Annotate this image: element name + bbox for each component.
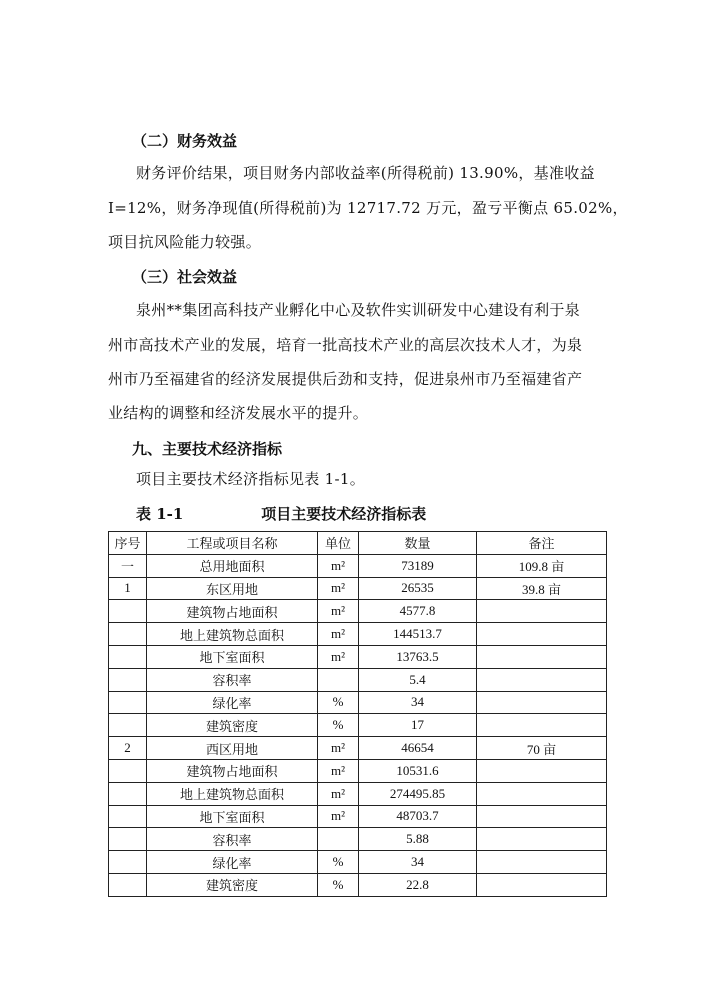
financial-heading: （二）财务效益 — [132, 132, 238, 150]
table-row — [109, 782, 607, 805]
cell-unit — [318, 828, 359, 851]
indicators-intro: 项目主要技术经济指标见表 1-1。 — [136, 470, 366, 488]
cell-remark — [477, 851, 607, 874]
table-caption — [136, 503, 426, 524]
social-line-2: 州市高技术产业的发展，培育一批高技术产业的高层次技术人才，为泉 — [108, 336, 583, 354]
cell-name: 建筑物占地面积 — [147, 759, 318, 782]
cell-name: 容积率 — [147, 668, 318, 691]
cell-seq — [109, 623, 147, 646]
cell-seq — [109, 851, 147, 874]
cell-seq — [109, 714, 147, 737]
cell-unit: % — [318, 873, 359, 896]
quantity-value: 34 — [411, 694, 424, 710]
table-row — [109, 714, 607, 737]
cell-name: 建筑物占地面积 — [147, 600, 318, 623]
table-row — [109, 805, 607, 828]
cell-seq — [109, 782, 147, 805]
table-row — [109, 645, 607, 668]
header-unit: 单位 — [318, 532, 359, 555]
financial-line-2: I=12%，财务净现值(所得税前)为 12717.72 万元，盈亏平衡点 65.02%， — [108, 199, 628, 217]
table-row — [109, 851, 607, 874]
cell-quantity — [359, 873, 477, 896]
cell-unit: m² — [318, 645, 359, 668]
table-row — [109, 873, 607, 896]
quantity-value: 10531.6 — [396, 762, 439, 778]
quantity-value: 4577.8 — [399, 603, 436, 619]
table-title: 项目主要技术经济指标表 — [261, 505, 427, 523]
cell-seq — [109, 828, 147, 851]
financial-line-3: 项目抗风险能力较强。 — [108, 233, 262, 251]
cell-quantity — [359, 828, 477, 851]
cell-quantity — [359, 737, 477, 760]
cell-unit: m² — [318, 577, 359, 600]
cell-quantity — [359, 645, 477, 668]
cell-seq — [109, 645, 147, 668]
table-row — [109, 623, 607, 646]
cell-remark — [477, 828, 607, 851]
cell-unit: m² — [318, 623, 359, 646]
cell-name: 绿化率 — [147, 851, 318, 874]
quantity-value: 26535 — [401, 580, 434, 596]
cell-name: 容积率 — [147, 828, 318, 851]
table-row — [109, 554, 607, 577]
cell-remark — [477, 623, 607, 646]
cell-unit: m² — [318, 782, 359, 805]
quantity-value: 144513.7 — [393, 626, 442, 642]
social-heading: （三）社会效益 — [132, 268, 238, 286]
cell-seq — [109, 805, 147, 828]
quantity-value: 17 — [411, 717, 424, 733]
table-row — [109, 691, 607, 714]
table-header-row — [109, 532, 607, 555]
table-row — [109, 828, 607, 851]
quantity-value: 13763.5 — [396, 648, 439, 664]
cell-seq — [109, 759, 147, 782]
quantity-value: 5.4 — [409, 671, 426, 687]
cell-quantity — [359, 782, 477, 805]
cell-remark — [477, 668, 607, 691]
cell-seq: 1 — [109, 577, 147, 600]
quantity-value: 5.88 — [406, 831, 429, 847]
cell-unit — [318, 668, 359, 691]
table-row — [109, 600, 607, 623]
social-line-1: 泉州**集团高科技产业孵化中心及软件实训研发中心建设有利于泉 — [136, 301, 581, 319]
financial-line-1: 财务评价结果，项目财务内部收益率(所得税前) 13.90%，基准收益 — [136, 164, 595, 182]
cell-quantity — [359, 759, 477, 782]
cell-unit: % — [318, 851, 359, 874]
cell-quantity — [359, 851, 477, 874]
cell-quantity — [359, 623, 477, 646]
cell-unit: m² — [318, 554, 359, 577]
header-name: 工程或项目名称 — [147, 532, 318, 555]
cell-unit: m² — [318, 737, 359, 760]
cell-remark — [477, 691, 607, 714]
cell-seq — [109, 600, 147, 623]
cell-quantity — [359, 668, 477, 691]
cell-remark — [477, 645, 607, 668]
cell-remark — [477, 714, 607, 737]
cell-remark: 70 亩 — [477, 737, 607, 760]
quantity-value: 22.8 — [406, 876, 429, 892]
cell-remark: 39.8 亩 — [477, 577, 607, 600]
cell-name: 地下室面积 — [147, 645, 318, 668]
cell-quantity — [359, 554, 477, 577]
cell-unit: m² — [318, 805, 359, 828]
cell-name: 地上建筑物总面积 — [147, 782, 318, 805]
social-line-3: 州市乃至福建省的经济发展提供后劲和支持，促进泉州市乃至福建省产 — [108, 370, 583, 388]
cell-seq — [109, 691, 147, 714]
table-row — [109, 668, 607, 691]
cell-remark — [477, 759, 607, 782]
cell-seq — [109, 873, 147, 896]
cell-remark: 109.8 亩 — [477, 554, 607, 577]
cell-name: 建筑密度 — [147, 873, 318, 896]
header-remark: 备注 — [477, 532, 607, 555]
cell-remark — [477, 873, 607, 896]
social-line-4: 业结构的调整和经济发展水平的提升。 — [108, 404, 369, 422]
cell-quantity — [359, 600, 477, 623]
table-row — [109, 759, 607, 782]
cell-seq — [109, 668, 147, 691]
cell-unit: % — [318, 691, 359, 714]
quantity-value: 46654 — [401, 740, 434, 756]
cell-quantity — [359, 691, 477, 714]
header-quantity: 数量 — [359, 532, 477, 555]
cell-name: 地下室面积 — [147, 805, 318, 828]
header-seq: 序号 — [109, 532, 147, 555]
cell-unit: m² — [318, 600, 359, 623]
cell-remark — [477, 805, 607, 828]
cell-unit: m² — [318, 759, 359, 782]
table-row — [109, 577, 607, 600]
cell-quantity — [359, 714, 477, 737]
cell-seq: 一 — [109, 554, 147, 577]
quantity-value: 73189 — [401, 557, 434, 573]
cell-name: 西区用地 — [147, 737, 318, 760]
table-row — [109, 737, 607, 760]
quantity-value: 34 — [411, 854, 424, 870]
cell-name: 东区用地 — [147, 577, 318, 600]
cell-unit: % — [318, 714, 359, 737]
table-number: 表 1-1 — [136, 505, 184, 523]
cell-name: 地上建筑物总面积 — [147, 623, 318, 646]
cell-quantity — [359, 577, 477, 600]
cell-name: 总用地面积 — [147, 554, 318, 577]
cell-name: 建筑密度 — [147, 714, 318, 737]
cell-name: 绿化率 — [147, 691, 318, 714]
cell-remark — [477, 600, 607, 623]
cell-quantity — [359, 805, 477, 828]
cell-remark — [477, 782, 607, 805]
indicators-heading: 九、主要技术经济指标 — [132, 440, 283, 458]
quantity-value: 274495.85 — [389, 785, 446, 801]
cell-seq: 2 — [109, 737, 147, 760]
indicators-table — [108, 531, 607, 897]
quantity-value: 48703.7 — [396, 808, 439, 824]
